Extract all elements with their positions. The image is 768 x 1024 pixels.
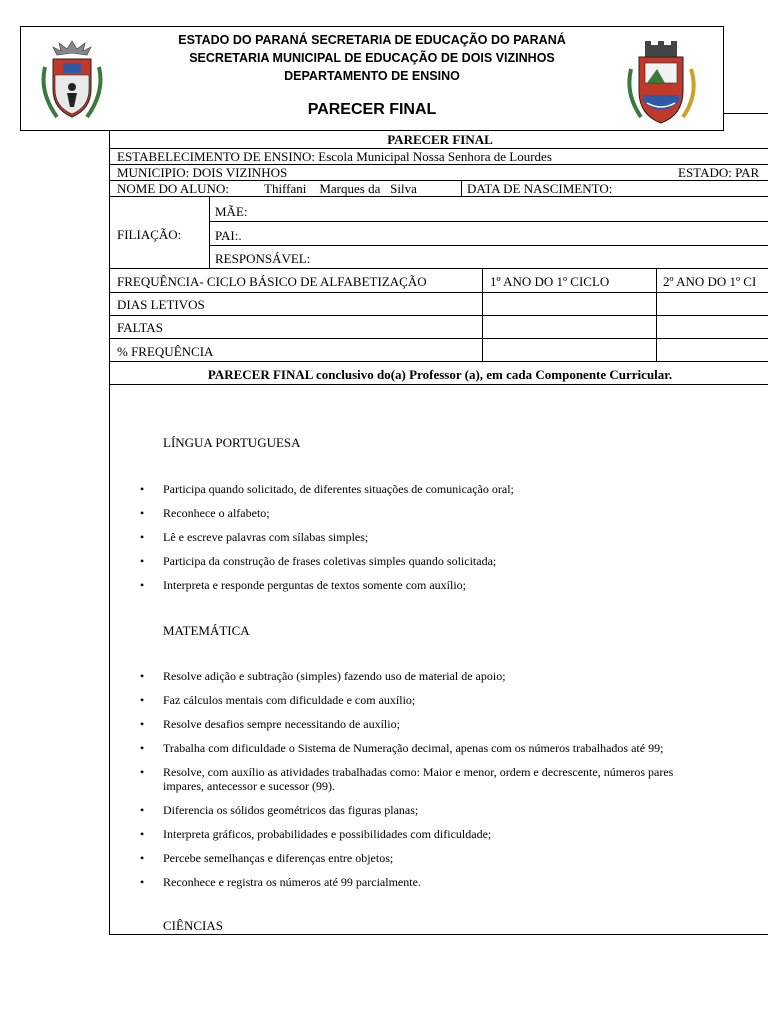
header-line-3: DEPARTAMENTO DE ENSINO bbox=[284, 69, 460, 83]
list-portugues bbox=[140, 482, 768, 602]
list-item: • Resolve desafios sempre necessitando de auxílio; bbox=[140, 717, 768, 731]
col-divider bbox=[482, 268, 483, 361]
header-line-2: SECRETARIA MUNICIPAL DE EDUCAÇÃO DE DOIS VIZINHOS bbox=[189, 51, 555, 65]
list-item: • Lê e escreve palavras com sílabas simples; bbox=[140, 530, 768, 544]
row-divider bbox=[110, 292, 768, 293]
estado: ESTADO: PAR bbox=[678, 165, 760, 180]
list-item: • Resolve adição e subtração (simples) fazendo uso de material de apoio; bbox=[140, 669, 768, 683]
municipio: MUNICIPIO: DOIS VIZINHOS bbox=[117, 165, 288, 180]
list-item: • Interpreta gráficos, probabilidades e possibilidades com dificuldade; bbox=[140, 827, 768, 841]
parecer-heading-rest: conclusivo do(a) Professor (a), em cada Componente Curricular. bbox=[312, 367, 673, 382]
document-header bbox=[20, 26, 724, 131]
row-divider bbox=[110, 384, 768, 385]
list-item: • Diferencia os sólidos geométricos das figuras planas; bbox=[140, 803, 768, 817]
row-divider bbox=[110, 268, 768, 269]
list-item: • Reconhece o alfabeto; bbox=[140, 506, 768, 520]
row-divider bbox=[110, 361, 768, 362]
ano1-header: 1º ANO DO 1º CICLO bbox=[490, 274, 610, 289]
dias-letivos-label: DIAS LETIVOS bbox=[117, 297, 205, 312]
list-matematica bbox=[140, 669, 768, 899]
row-divider bbox=[110, 315, 768, 316]
estabelecimento: ESTABELECIMENTO DE ENSINO: Escola Municipal Nossa Senhora de Lourdes bbox=[117, 149, 552, 164]
section-title-matematica: MATEMÁTICA bbox=[163, 623, 250, 638]
section-title-portugues: LÍNGUA PORTUGUESA bbox=[163, 435, 301, 450]
list-item: • Resolve, com auxílio as atividades trabalhadas como: Maior e menor, ordem e decrescente, números pares impares, antecessor e sucessor (99). bbox=[140, 765, 768, 793]
responsavel-field: RESPONSÁVEL: bbox=[215, 251, 311, 266]
pai-field: PAI:. bbox=[215, 228, 242, 243]
row-divider bbox=[110, 338, 768, 339]
list-item: • Percebe semelhanças e diferenças entre objetos; bbox=[140, 851, 768, 865]
list-item: • Participa quando solicitado, de diferentes situações de comunicação oral; bbox=[140, 482, 768, 496]
frequencia-header: FREQUÊNCIA- CICLO BÁSICO DE ALFABETIZAÇÃO bbox=[117, 274, 427, 289]
list-item: • Participa da construção de frases coletivas simples quando solicitada; bbox=[140, 554, 768, 568]
aluno-nome: Thiffani Marques da Silva bbox=[264, 181, 417, 196]
parecer-heading bbox=[110, 367, 768, 383]
parecer-heading-bold: PARECER FINAL bbox=[207, 367, 313, 382]
aluno-label: NOME DO ALUNO: bbox=[117, 181, 229, 196]
ano2-header: 2º ANO DO 1º CI bbox=[663, 274, 757, 289]
form-title: PARECER FINAL bbox=[387, 132, 493, 147]
row-divider bbox=[209, 245, 768, 246]
row-divider bbox=[209, 221, 768, 222]
mae-field: MÃE: bbox=[215, 204, 248, 219]
list-item: • Faz cálculos mentais com dificuldade e com auxílio; bbox=[140, 693, 768, 707]
col-divider bbox=[656, 268, 657, 361]
section-title-ciencias: CIÊNCIAS bbox=[163, 918, 223, 933]
col-divider bbox=[461, 180, 462, 196]
list-item: • Trabalha com dificuldade o Sistema de Numeração decimal, apenas com os números trabalhados até 99; bbox=[140, 741, 768, 755]
dois-vizinhos-coat-of-arms-icon bbox=[621, 39, 701, 127]
nascimento-label: DATA DE NASCIMENTO: bbox=[467, 181, 613, 196]
header-title: PARECER FINAL bbox=[307, 101, 437, 118]
col-divider bbox=[209, 196, 210, 268]
list-item: • Reconhece e registra os números até 99 parcialmente. bbox=[140, 875, 768, 889]
faltas-label: FALTAS bbox=[117, 320, 163, 335]
list-item: • Interpreta e responde perguntas de textos somente com auxílio; bbox=[140, 578, 768, 592]
header-line-1: ESTADO DO PARANÁ SECRETARIA DE EDUCAÇÃO DO PARANÁ bbox=[178, 33, 566, 47]
filiacao-label: FILIAÇÃO: bbox=[117, 227, 182, 242]
pct-frequencia-label: % FREQUÊNCIA bbox=[117, 344, 214, 359]
